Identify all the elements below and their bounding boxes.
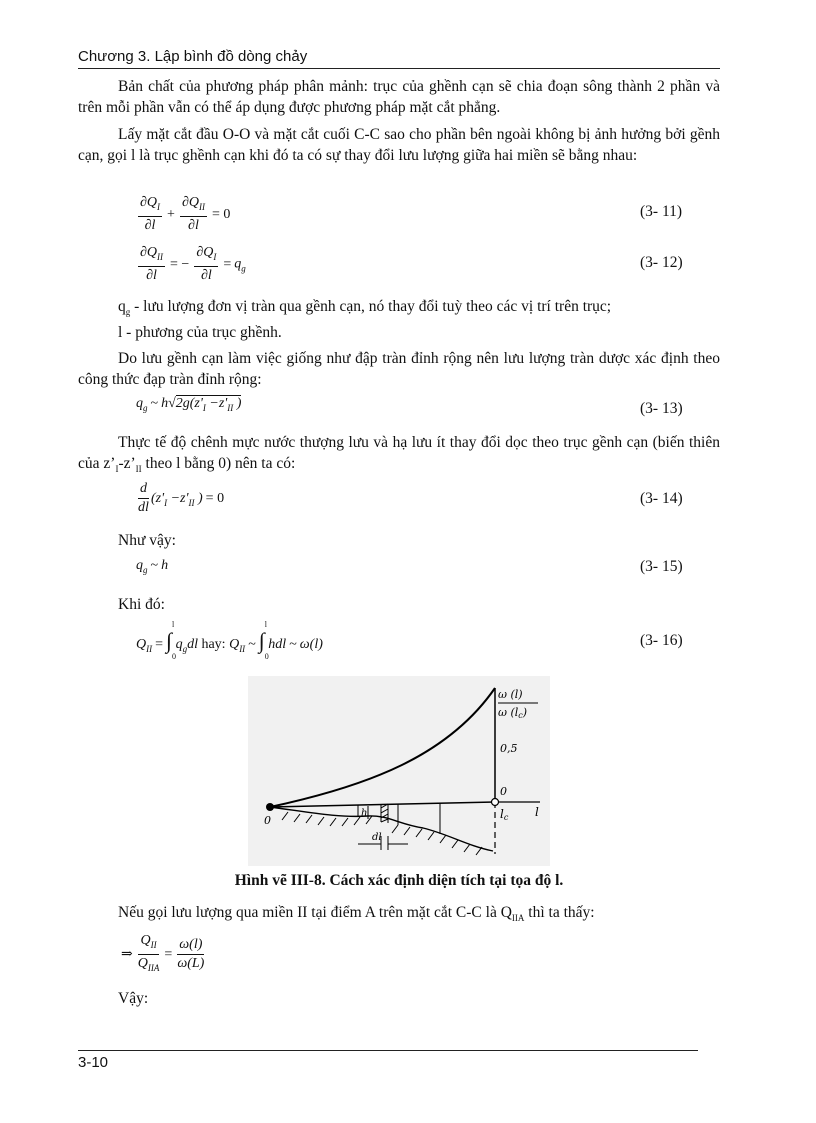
chapter-header: Chương 3. Lập bình đồ dòng chảy <box>78 48 308 65</box>
label-zero-right: 0 <box>500 785 507 798</box>
qg-definition: $q_g$ - lưu lượng đơn vị tràn qua gềnh cạn, nó thay đổi tuỳ theo các vị trí trên trục; <box>118 298 612 317</box>
page-number: 3-10 <box>78 1054 109 1071</box>
l-definition: l - phương của trục ghềnh. <box>118 324 282 341</box>
equation-number-3-12: (3- 12) <box>640 254 683 271</box>
paragraph-5: Nếu gọi lưu lượng qua miền II tại điểm A trên mặt cắt C-C là $Q_{IIA}$ thì ta thấy: <box>118 904 595 923</box>
equation-ratio: ⇒ $\frac{Q_{II}}{Q_{IIA}}$ = $\frac{\omega(l)}{\omega(L)}$ <box>121 933 205 973</box>
label-half: 0,5 <box>500 742 518 755</box>
qg-definition-text: - lưu lượng đơn vị tràn qua gềnh cạn, nó thay đổi tuỳ theo các vị trí trên trục; <box>130 298 612 315</box>
equation-3-15: $q_g$ ~ h <box>136 558 169 575</box>
paragraph-3: Do lưu gềnh cạn làm việc giống như đập tràn đỉnh rộng nên lưu lượng tràn dược xác định theo công thức đạp tràn đỉnh rộng: <box>78 350 720 388</box>
paragraph-4-part-b: -z’ <box>118 455 136 472</box>
equation-number-3-11: (3- 11) <box>640 203 683 220</box>
label-dl: dl <box>372 832 382 843</box>
paragraph-4-part-c: theo l bằng 0) nên ta có: <box>141 455 296 472</box>
equation-3-13: $q_g$ ~ $h√2g(z'_I -z'_{II}$ ) <box>136 396 242 413</box>
hay-label: hay: <box>201 637 226 652</box>
paragraph-1: Bản chất của phương pháp phân mảnh: trục của ghềnh cạn sẽ chia đoạn sông thành 2 phần và trên mỗi phần vẫn có thể áp dụng được phương pháp mặt cắt phẳng. <box>78 78 720 116</box>
figure-diagram <box>248 676 550 866</box>
header-rule <box>78 68 720 69</box>
vay-label: Vậy: <box>118 990 149 1007</box>
label-l-axis: l <box>535 805 539 819</box>
equation-number-3-16: (3- 16) <box>640 632 683 649</box>
figure-background <box>248 676 550 866</box>
lc-point <box>492 799 499 806</box>
equation-number-3-14: (3- 14) <box>640 490 683 507</box>
paragraph-5-part-b: thì ta thấy: <box>524 904 595 921</box>
nhu-vay-label: Như vậy: <box>118 532 176 549</box>
equation-3-14: $\frac{d}{dl}$ ($z'_I -z'_{II}$ ) = 0 <box>138 481 225 515</box>
label-omega-lc: ω (lc) <box>498 706 528 720</box>
equation-3-11: $\frac{\partial Q_I}{\partial l}$ + $\frac{\partial Q_{II}}{\partial l}$ = 0 <box>140 195 231 233</box>
label-zero-left: 0 <box>264 814 271 827</box>
figure-caption: Hình vẽ III-8. Cách xác định diện tích tại tọa độ l. <box>234 872 564 889</box>
khi-do-label: Khi đó: <box>118 596 165 613</box>
paragraph-4: Thực tế độ chênh mực nước thượng lưu và hạ lưu ít thay đổi dọc theo trục gềnh cạn (biến thiên của $z’_I-z’_{II}$ theo l bằng 0) nên ta có: <box>78 434 720 474</box>
label-lc: lc <box>500 807 509 822</box>
equation-number-3-13: (3- 13) <box>640 400 683 417</box>
label-omega-l: ω (l) <box>498 688 523 701</box>
paragraph-4-part-a: Thực tế độ chênh mực nước thượng lưu và hạ lưu ít thay đổi dọc theo trục gềnh cạn (biến thiên của z’ <box>78 434 720 472</box>
footer-rule <box>78 1050 698 1051</box>
figure-iii-8 <box>248 676 550 866</box>
paragraph-2: Lấy mặt cắt đầu O-O và mặt cắt cuối C-C sao cho phần bên ngoài không bị ảnh hưởng bởi gềnh cạn, gọi l là trục ghềnh cạn khi đó ta có sự thay đổi lưu lượng giữa hai miền sẽ bằng nhau: <box>78 126 720 164</box>
equation-3-12: $\frac{\partial Q_{II}}{\partial l}$ = − $\frac{\partial Q_I}{\partial l}$ = $q_g$ <box>140 245 246 283</box>
equation-3-16: $Q_{II}$ = ∫ l 0 $q_gdl$ hay: $Q_{II}$ ~ ∫ l 0 hdl ~ ω(l) <box>136 620 323 661</box>
paragraph-5-part-a: Nếu gọi lưu lượng qua miền II tại điểm A trên mặt cắt C-C là Q <box>118 904 512 921</box>
label-h: h <box>361 808 368 819</box>
equation-number-3-15: (3- 15) <box>640 558 683 575</box>
